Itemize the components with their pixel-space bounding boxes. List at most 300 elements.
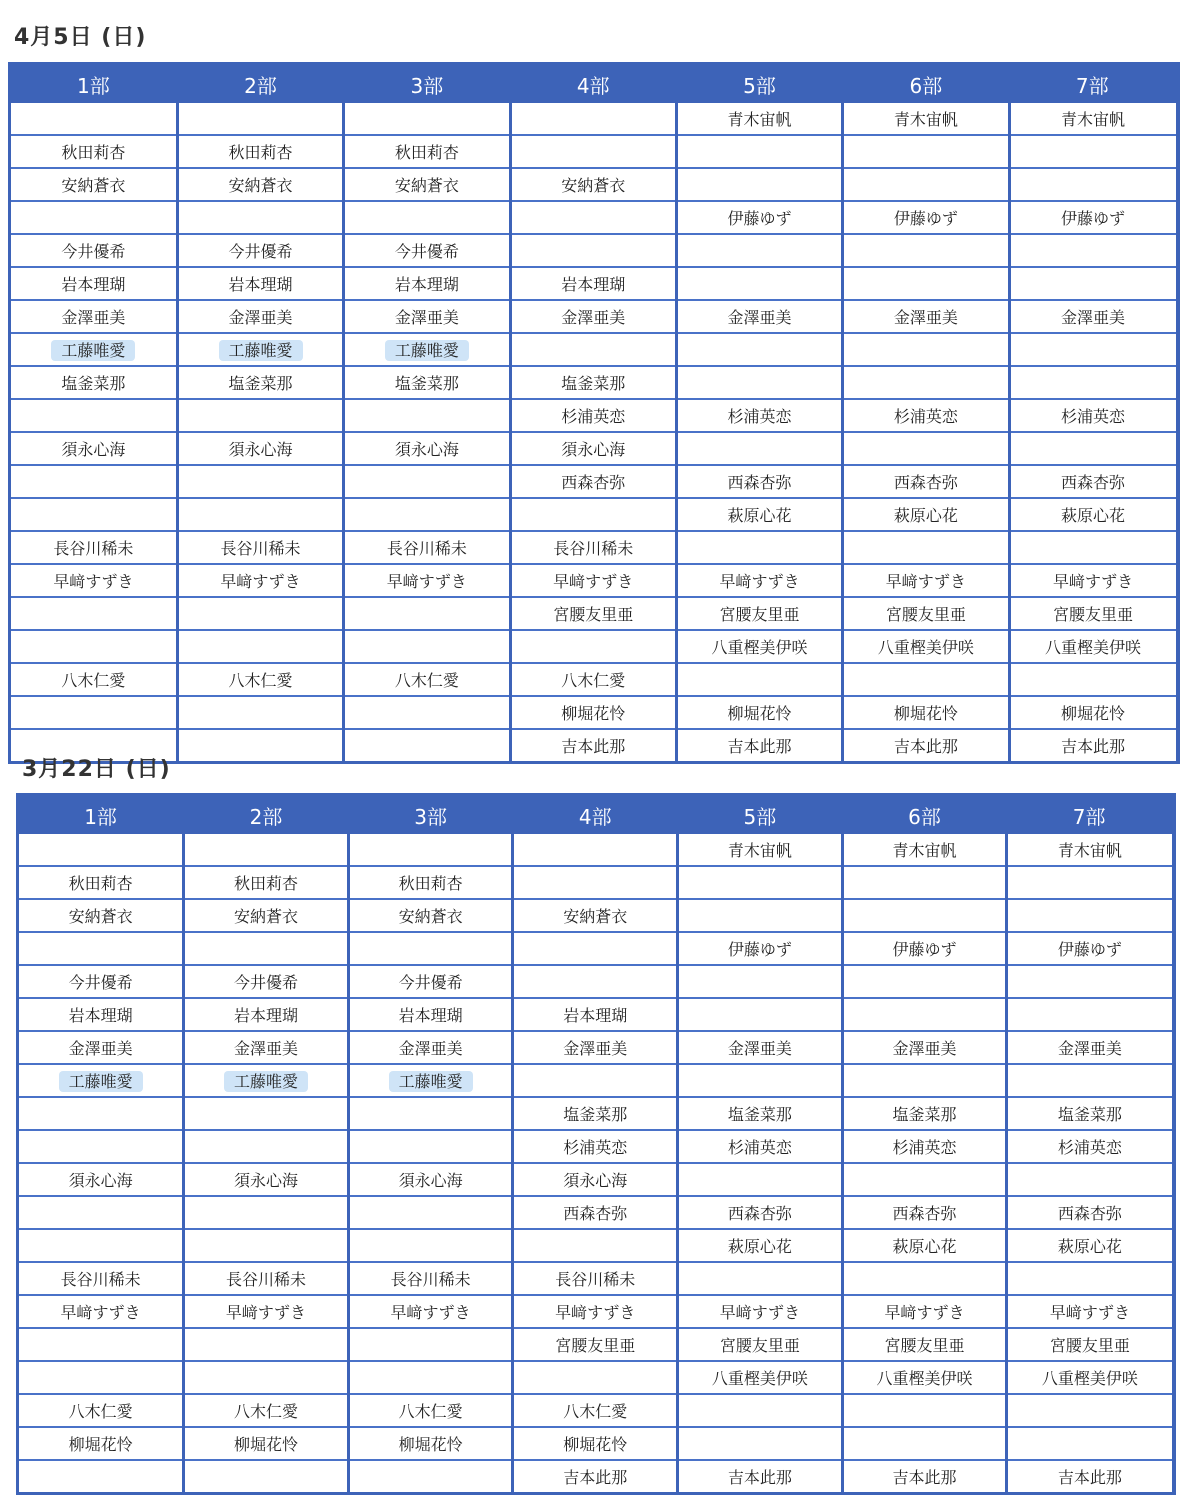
table-row xyxy=(19,1295,1172,1328)
member-name: 岩本理瑚 xyxy=(233,1006,298,1025)
member-name: 八重樫美伊咲 xyxy=(1041,1369,1138,1388)
table-cell xyxy=(842,932,1007,965)
table-cell xyxy=(843,498,1009,531)
member-name: 工藤唯愛 xyxy=(385,340,469,361)
table-cell xyxy=(344,333,510,366)
table-cell xyxy=(177,696,343,729)
member-name: 吉本此那 xyxy=(1061,737,1126,756)
member-name: 早﨑すずき xyxy=(884,1303,965,1322)
table-row xyxy=(19,1163,1172,1196)
table-cell xyxy=(513,1196,678,1229)
table-cell xyxy=(842,1229,1007,1262)
table-cell xyxy=(348,1394,513,1427)
table-cell xyxy=(19,1394,184,1427)
member-name: 長谷川稀未 xyxy=(53,539,134,558)
table-cell xyxy=(19,1460,184,1492)
member-name: 八木仁愛 xyxy=(563,1402,628,1421)
member-name: 宮腰友里亜 xyxy=(555,1336,636,1355)
table-cell xyxy=(1009,333,1175,366)
table-cell xyxy=(842,1097,1007,1130)
table-cell xyxy=(11,432,177,465)
member-name: 西森杏弥 xyxy=(561,473,626,492)
member-name: 塩釜菜那 xyxy=(394,374,459,393)
table-cell xyxy=(184,1328,349,1361)
table-cell xyxy=(678,1427,843,1460)
table-cell xyxy=(676,564,842,597)
member-name: 早﨑すずき xyxy=(220,572,301,591)
member-name: 早﨑すずき xyxy=(1052,572,1134,591)
member-name: 青木宙帆 xyxy=(1057,841,1122,860)
table-cell xyxy=(510,333,676,366)
column-header: 7部 xyxy=(1009,65,1175,103)
member-name: 安納蒼衣 xyxy=(561,176,626,195)
member-name: 早﨑すずき xyxy=(60,1303,141,1322)
member-name: 塩釜菜那 xyxy=(1057,1105,1122,1124)
table-cell xyxy=(513,866,678,899)
table-cell xyxy=(1009,597,1175,630)
table-row xyxy=(11,366,1176,399)
table-row xyxy=(19,899,1172,932)
table-cell xyxy=(11,333,177,366)
table-cell xyxy=(1007,965,1172,998)
table-cell xyxy=(1009,135,1175,168)
table-cell xyxy=(676,498,842,531)
member-name: 須永心海 xyxy=(394,440,459,459)
table-cell xyxy=(678,932,843,965)
member-name: 八木仁愛 xyxy=(394,671,459,690)
table-cell xyxy=(11,531,177,564)
table-cell xyxy=(1007,866,1172,899)
member-name: 柳堀花怜 xyxy=(893,704,958,723)
member-name: 金澤亜美 xyxy=(893,308,958,327)
table-cell xyxy=(184,1064,349,1097)
table-cell xyxy=(842,866,1007,899)
member-name: 柳堀花怜 xyxy=(68,1435,133,1454)
table-cell xyxy=(842,1427,1007,1460)
member-name: 早﨑すずき xyxy=(719,572,800,591)
member-name: 須永心海 xyxy=(61,440,126,459)
table-cell xyxy=(184,866,349,899)
table-cell xyxy=(19,965,184,998)
schedule-table xyxy=(16,793,1176,1495)
table-cell xyxy=(348,965,513,998)
member-name: 八木仁愛 xyxy=(561,671,626,690)
table-row xyxy=(19,1427,1172,1460)
table-cell xyxy=(678,998,843,1031)
table-row xyxy=(11,729,1176,761)
member-name: 西森杏弥 xyxy=(892,1204,957,1223)
table-cell xyxy=(1009,168,1175,201)
table-cell xyxy=(19,1196,184,1229)
table-cell xyxy=(184,899,349,932)
table-cell xyxy=(348,1130,513,1163)
table-cell xyxy=(676,234,842,267)
table-cell xyxy=(1007,1130,1172,1163)
member-name: 伊藤ゆず xyxy=(727,209,792,228)
table-row xyxy=(19,834,1172,866)
member-name: 宮腰友里亜 xyxy=(719,1336,800,1355)
table-cell xyxy=(344,465,510,498)
table-row xyxy=(11,498,1176,531)
table-cell xyxy=(1007,1394,1172,1427)
table-cell xyxy=(177,234,343,267)
member-name: 西森杏弥 xyxy=(563,1204,628,1223)
table-cell xyxy=(676,267,842,300)
member-name: 宮腰友里亜 xyxy=(719,605,800,624)
member-name: 安納蒼衣 xyxy=(398,907,463,926)
member-name: 工藤唯愛 xyxy=(224,1071,308,1092)
table-cell xyxy=(676,531,842,564)
table-cell xyxy=(184,1229,349,1262)
table-cell xyxy=(676,399,842,432)
member-name: 宮腰友里亜 xyxy=(1049,1336,1130,1355)
member-name: 金澤亜美 xyxy=(61,308,126,327)
table-cell xyxy=(510,135,676,168)
member-name: 吉本此那 xyxy=(893,737,958,756)
table-cell xyxy=(348,1097,513,1130)
member-name: 岩本理瑚 xyxy=(68,1006,133,1025)
table-cell xyxy=(19,1262,184,1295)
table-cell xyxy=(513,1262,678,1295)
table-cell xyxy=(510,201,676,234)
table-cell xyxy=(177,630,343,663)
table-row xyxy=(11,201,1176,234)
table-cell xyxy=(510,696,676,729)
table-cell xyxy=(177,465,343,498)
table-cell xyxy=(348,1031,513,1064)
table-cell xyxy=(344,366,510,399)
member-name: 八木仁愛 xyxy=(61,671,126,690)
member-name: 吉本此那 xyxy=(892,1468,957,1487)
table-cell xyxy=(184,1097,349,1130)
table-cell xyxy=(348,1064,513,1097)
table-cell xyxy=(19,1427,184,1460)
table-row xyxy=(11,564,1176,597)
table-cell xyxy=(184,1427,349,1460)
member-name: 秋田莉杏 xyxy=(398,874,463,893)
table-cell xyxy=(678,965,843,998)
member-name: 西森杏弥 xyxy=(893,473,958,492)
member-name: 岩本理瑚 xyxy=(228,275,293,294)
table-row xyxy=(19,1460,1172,1492)
table-cell xyxy=(678,1460,843,1492)
table-cell xyxy=(348,1196,513,1229)
table-cell xyxy=(843,300,1009,333)
member-name: 長谷川稀未 xyxy=(390,1270,471,1289)
header-row xyxy=(19,796,1172,834)
table-cell xyxy=(348,1295,513,1328)
member-name: 萩原心花 xyxy=(893,506,958,525)
table-cell xyxy=(344,696,510,729)
table-cell xyxy=(843,597,1009,630)
table-cell xyxy=(19,998,184,1031)
table-cell xyxy=(344,597,510,630)
table-cell xyxy=(184,834,349,866)
member-name: 工藤唯愛 xyxy=(51,340,135,361)
table-cell xyxy=(842,1361,1007,1394)
member-name: 須永心海 xyxy=(398,1171,463,1190)
table-cell xyxy=(1009,399,1175,432)
table-cell xyxy=(676,432,842,465)
table-cell xyxy=(1007,1295,1172,1328)
table-cell xyxy=(177,103,343,135)
table-cell xyxy=(513,1394,678,1427)
member-name: 早﨑すずき xyxy=(555,1303,636,1322)
table-cell xyxy=(19,834,184,866)
table-cell xyxy=(676,333,842,366)
table-cell xyxy=(344,663,510,696)
table-cell xyxy=(510,663,676,696)
table-cell xyxy=(344,498,510,531)
member-name: 杉浦英恋 xyxy=(563,1138,628,1157)
table-cell xyxy=(177,498,343,531)
table-cell xyxy=(513,1295,678,1328)
table-cell xyxy=(1009,267,1175,300)
table-cell xyxy=(843,729,1009,761)
table-cell xyxy=(11,168,177,201)
member-name: 金澤亜美 xyxy=(398,1039,463,1058)
table-row xyxy=(11,597,1176,630)
member-name: 柳堀花怜 xyxy=(561,704,626,723)
table-cell xyxy=(676,135,842,168)
table-cell xyxy=(676,366,842,399)
column-header: 3部 xyxy=(344,65,510,103)
table-cell xyxy=(676,465,842,498)
table-row xyxy=(11,630,1176,663)
table-cell xyxy=(1009,498,1175,531)
member-name: 秋田莉杏 xyxy=(394,143,459,162)
member-name: 青木宙帆 xyxy=(892,841,957,860)
table-cell xyxy=(1007,1196,1172,1229)
table-cell xyxy=(177,663,343,696)
table-cell xyxy=(678,1394,843,1427)
table-cell xyxy=(1007,1097,1172,1130)
table-cell xyxy=(678,1130,843,1163)
member-name: 長谷川稀未 xyxy=(386,539,467,558)
member-name: 柳堀花怜 xyxy=(233,1435,298,1454)
member-name: 安納蒼衣 xyxy=(228,176,293,195)
table-cell xyxy=(348,899,513,932)
table-cell xyxy=(510,564,676,597)
table-cell xyxy=(19,1130,184,1163)
table-cell xyxy=(510,729,676,761)
table-row xyxy=(11,399,1176,432)
table-cell xyxy=(1007,1262,1172,1295)
table-row xyxy=(19,866,1172,899)
column-header: 2部 xyxy=(177,65,343,103)
table-cell xyxy=(184,932,349,965)
schedule-date-title: 4月5日 (日) xyxy=(14,25,147,50)
member-name: 安納蒼衣 xyxy=(61,176,126,195)
table-row xyxy=(11,267,1176,300)
table-row xyxy=(11,168,1176,201)
member-name: 須永心海 xyxy=(563,1171,628,1190)
table-cell xyxy=(1009,531,1175,564)
schedule-date-title: 3月22日 (日) xyxy=(22,757,171,782)
member-name: 塩釜菜那 xyxy=(228,374,293,393)
member-name: 吉本此那 xyxy=(561,737,626,756)
table-row xyxy=(11,135,1176,168)
member-name: 杉浦英恋 xyxy=(727,1138,792,1157)
member-name: 金澤亜美 xyxy=(1061,308,1126,327)
table-cell xyxy=(11,300,177,333)
table-cell xyxy=(19,1328,184,1361)
table-cell xyxy=(184,1130,349,1163)
member-name: 早﨑すずき xyxy=(390,1303,471,1322)
member-name: 長谷川稀未 xyxy=(553,539,634,558)
table-cell xyxy=(11,564,177,597)
member-name: 早﨑すずき xyxy=(553,572,634,591)
table-cell xyxy=(513,1064,678,1097)
table-cell xyxy=(184,1295,349,1328)
table-cell xyxy=(184,1262,349,1295)
column-header: 1部 xyxy=(19,796,184,834)
table-cell xyxy=(344,531,510,564)
table-cell xyxy=(678,1196,843,1229)
member-name: 岩本理瑚 xyxy=(561,275,626,294)
table-cell xyxy=(177,168,343,201)
table-cell xyxy=(344,564,510,597)
table-cell xyxy=(678,834,843,866)
table-cell xyxy=(11,630,177,663)
member-name: 伊藤ゆず xyxy=(727,940,792,959)
member-name: 秋田莉杏 xyxy=(228,143,293,162)
member-name: 早﨑すずき xyxy=(386,572,467,591)
table-cell xyxy=(177,333,343,366)
member-name: 塩釜菜那 xyxy=(892,1105,957,1124)
table-cell xyxy=(513,965,678,998)
table-cell xyxy=(19,1031,184,1064)
table-row xyxy=(11,300,1176,333)
table-cell xyxy=(1007,899,1172,932)
table-cell xyxy=(510,366,676,399)
table-cell xyxy=(676,663,842,696)
member-name: 金澤亜美 xyxy=(563,1039,628,1058)
table-cell xyxy=(843,630,1009,663)
table-cell xyxy=(1009,630,1175,663)
table-cell xyxy=(678,1262,843,1295)
member-name: 塩釜菜那 xyxy=(563,1105,628,1124)
table-cell xyxy=(842,1163,1007,1196)
table-row xyxy=(11,333,1176,366)
member-name: 金澤亜美 xyxy=(727,1039,792,1058)
table-cell xyxy=(843,135,1009,168)
table-cell xyxy=(1007,1064,1172,1097)
table-cell xyxy=(344,267,510,300)
member-name: 杉浦英恋 xyxy=(1061,407,1126,426)
table-cell xyxy=(842,1031,1007,1064)
table-cell xyxy=(19,1097,184,1130)
member-name: 西森杏弥 xyxy=(727,473,792,492)
table-cell xyxy=(510,630,676,663)
member-name: 今井優希 xyxy=(394,242,459,261)
table-cell xyxy=(1007,834,1172,866)
member-name: 八重樫美伊咲 xyxy=(876,1369,973,1388)
table-cell xyxy=(676,300,842,333)
member-name: 宮腰友里亜 xyxy=(885,605,966,624)
table-cell xyxy=(177,597,343,630)
table-cell xyxy=(510,498,676,531)
member-name: 今井優希 xyxy=(61,242,126,261)
table-cell xyxy=(842,1064,1007,1097)
table-cell xyxy=(19,899,184,932)
table-cell xyxy=(678,1229,843,1262)
table-cell xyxy=(344,630,510,663)
member-name: 青木宙帆 xyxy=(893,110,958,129)
table-cell xyxy=(1007,1328,1172,1361)
member-name: 西森杏弥 xyxy=(1061,473,1126,492)
member-name: 八木仁愛 xyxy=(398,1402,463,1421)
member-name: 秋田莉杏 xyxy=(61,143,126,162)
table-cell xyxy=(19,1361,184,1394)
table-cell xyxy=(1007,1229,1172,1262)
member-name: 柳堀花怜 xyxy=(1061,704,1126,723)
table-row xyxy=(19,965,1172,998)
member-name: 杉浦英恋 xyxy=(893,407,958,426)
member-name: 長谷川稀未 xyxy=(225,1270,306,1289)
table-cell xyxy=(510,597,676,630)
member-name: 青木宙帆 xyxy=(727,841,792,860)
member-name: 宮腰友里亜 xyxy=(553,605,634,624)
table-cell xyxy=(348,1163,513,1196)
table-row xyxy=(19,1097,1172,1130)
table-row xyxy=(19,1130,1172,1163)
table-cell xyxy=(843,333,1009,366)
member-name: 宮腰友里亜 xyxy=(1053,605,1134,624)
member-name: 萩原心花 xyxy=(727,1237,792,1256)
table-cell xyxy=(842,1460,1007,1492)
member-name: 岩本理瑚 xyxy=(563,1006,628,1025)
table-cell xyxy=(344,201,510,234)
table-cell xyxy=(1007,932,1172,965)
table-cell xyxy=(510,103,676,135)
table-cell xyxy=(510,432,676,465)
table-cell xyxy=(842,1262,1007,1295)
member-name: 西森杏弥 xyxy=(1057,1204,1122,1223)
table-cell xyxy=(842,899,1007,932)
column-header: 4部 xyxy=(510,65,676,103)
member-name: 金澤亜美 xyxy=(561,308,626,327)
member-name: 須永心海 xyxy=(228,440,293,459)
member-name: 金澤亜美 xyxy=(228,308,293,327)
member-name: 伊藤ゆず xyxy=(1057,940,1122,959)
table-cell xyxy=(1009,729,1175,761)
table-cell xyxy=(11,597,177,630)
member-name: 早﨑すずき xyxy=(53,572,134,591)
table-cell xyxy=(513,1427,678,1460)
table-cell xyxy=(513,998,678,1031)
table-cell xyxy=(348,998,513,1031)
member-name: 八木仁愛 xyxy=(68,1402,133,1421)
member-name: 工藤唯愛 xyxy=(389,1071,473,1092)
member-name: 八重樫美伊咲 xyxy=(877,638,974,657)
table-cell xyxy=(344,432,510,465)
table-cell xyxy=(510,234,676,267)
table-cell xyxy=(1009,564,1175,597)
member-name: 金澤亜美 xyxy=(394,308,459,327)
member-name: 宮腰友里亜 xyxy=(884,1336,965,1355)
table-cell xyxy=(177,432,343,465)
table-cell xyxy=(1009,663,1175,696)
table-cell xyxy=(678,1328,843,1361)
table-cell xyxy=(510,531,676,564)
table-cell xyxy=(842,834,1007,866)
member-name: 長谷川稀未 xyxy=(60,1270,141,1289)
table-cell xyxy=(348,1361,513,1394)
table-cell xyxy=(1007,1427,1172,1460)
table-cell xyxy=(676,729,842,761)
table-row xyxy=(19,1031,1172,1064)
